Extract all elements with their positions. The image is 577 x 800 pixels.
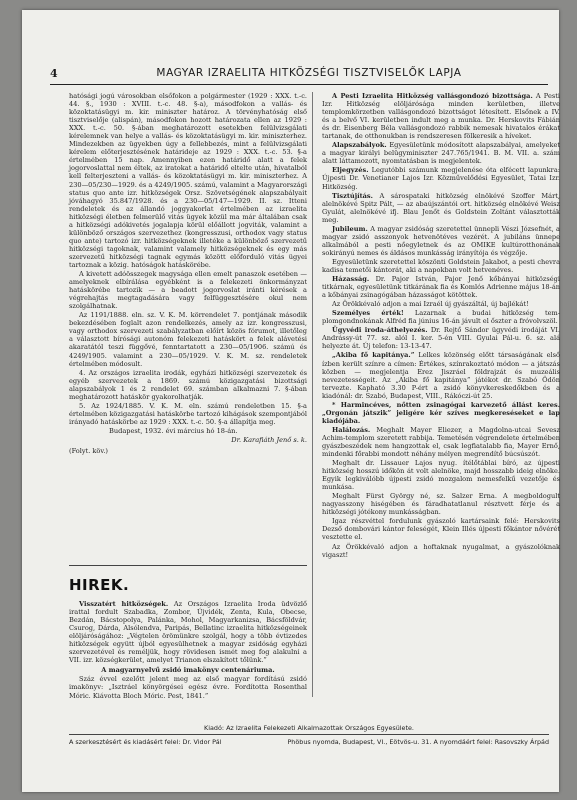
publisher-line: Kiadó: Az Izraelita Felekezeti Alkalmazottak Országos Egyesülete.: [204, 724, 414, 732]
news-item: Az Örökkévaló adjon a hoftaknak nyugalmat, a gyászolóknak vigaszt!: [322, 542, 560, 559]
news-subheading: A magyarnyelvű zsidó imakönyv centenáriuma.: [101, 666, 275, 675]
article-paragraph: 4. Az országos izraelita irodák, egyházi hitközségi szervezetek és egyéb szervezetek a 1869. számú közigazgatási bizottsági alapszabályok 1 és 2 rendelet 69. számban alkalmazni 7. §-ában meghatározott hatáskör gyakorolhatják.: [69, 368, 307, 401]
news-item: Meghalt dr. Lissauer Lajos nyug. ítélőtáblai bíró, az újpesti hitközség hosszú időkön át volt alelnöke, majd hosszabb ideig elnöke. Egyik legkiválóbb újpesti zsidó mozgalom nemesfelkű vezetője és munkása.: [322, 459, 560, 492]
page-number: 4: [50, 66, 58, 80]
article-paragraph: A kivetett adóösszegek magyságа ellen emelt panaszok esetében — amelyeknek elbírálása egyébként is a felekezeti önkormányzat hatáskörébe tartozik — a beadott jogorvoslat iránti kérések a végrehajtás megtagadására vagy felfüggesztésére okul nem szolgálhatnak.: [69, 270, 307, 311]
news-item: Jubileum. A magyar zsidóság szeretettel ünnepli Vészi Józsefnét, a magyar zsidó asszonyok hetvenötéves vezérét. A jubiláns ünnepe alkalmából a pesti nőegyletnek és az OMIKE kultúrotthonának sokirányú nemes és áldásos munkásság irányítója és végzője.: [322, 224, 560, 257]
left-column: [69, 92, 307, 456]
right-column: [322, 92, 560, 560]
news-item: Tisztújítás. A sárospataki hitközség elnökévé Szoffer Márt, alelnökévé Spitz Pált, — az abaújszántói ort. hitközség elnökévé Weisz Gyulát, alelnökévé ifj. Blau Jenőt és Goldstein Zoltánt választották meg.: [322, 191, 560, 224]
article-paragraph: Az 1191/1888. eln. sz. V. K. M. körrendelet 7. pontjának második bekezdésében foglalt azon rendelkezés, amely az izr. kongresszusi, vagy orthodox szervezeti szabályzatban előírt közös fórumot, illetőleg a választott bírósági autonóm felekezeti hatáskört a felek alávetési akaratától teszi függővé, fenntartatott a 230—05/1906. számú és 4249/1905. valamint a 230—05/1929. V. K. M. sz. rendeletek értelmében módosult.: [69, 311, 307, 368]
news-item: Eljegyzés. Legutóbbi számunk megjelenése óta elfécett lapunkra: Újpesti Dr. Venetianer Lajos Izr. Közművelődési Egyesület, Tatai Izr. Hitközség.: [322, 166, 560, 191]
news-item: „Akiba fő kapitánya.” Lelkes közönség előtt társaságának első ízben került színre a címen: Értékes, színrakoztató módon — a játszás közben — megjelentja Erez Jiszráel földrajzát és muzeális nevezetességeit. Az „Akiba fő kapitánya” játékot dr. Szabó Ödön terveztе. Kapható 3.30 P-ért a zsidó könyvkereskedőkben és a kiadónál: dr. Szabó, Budapest, VIII., Rákóczi-út 25.: [322, 351, 560, 400]
article-paragraph: hatósági jogú városokban elsőfokon a polgármester (1929 : XXX. t.-c. 44. §., 1930 : XVIII. t.-c. 48. §-a), másodfokon a vallás- és közoktatásügyi m. kir. miniszter határoz. A törvényhatóság első tisztviselője (alispán), másodfokon hozott határozata ellen az 1929 : XXX. t.-c. 50. §-ában meghatározott esetekben felülvizsgálati kérelemnek van helye a vallás- és közoktatásügyi m. kir. miniszterhez. Mindezekben az ügyekben úgy a fellebbezés, mint a felülvizsgálati kérelem előterjesztésének határideje az 1929 : XXX. t.-c. 53. §-a értelmében 15 nap. Amennyiben ezen határidő alatt a felek jogorvoslattal nem éltek, az iratokat a határidő eltelte után, hivatalból kell felterjeszteni a vallás- és közoktatásügyi m. kir. miniszterhez. A 230—05/230—1929. és a 4249/1905. számú, valamint a Magyarországi status quo ante izr. hitközségek Orsz. Szövetségének alapszabályait jóváhagyó 35.847/1928. és a 230—05/147—1929. II. sz. Itteni rendeletek és az állandó joggyakorlat értelmében az izraelita hitközségi életben felmerülő vitás ügyek közül ma már általában csak a hitközségi adókivetés jogalapja körül előállott jogviták, valamint a különböző országos szervezethez (kongresszusi, orthodox vagy status quo ante) tartozó izr. hitközségeknek illetéke a különböző szervezetű hitközségi tagoknak, valamint valamely hitközségeknek és egy más szervezetű hitközségi tagnak egymás között előforduló vitás ügyei tartoznak a közig. hatóságok hatáskörébe.: [69, 92, 307, 269]
publication-title: MAGYAR IZRAELITA HITKÖZSÉGI TISZTVISELŐK LAPJA: [156, 67, 462, 79]
news-item: Személyes érték! Lazarnak a budai hitközség templomgondnokának Alfréd fia június 16-án jávult el őszter a fróvolvszöl.: [322, 309, 560, 326]
news-item: Száz évvel ezelőtt jelent meg az első magyar fordítású zsidó imakönyv: „Isztráel könyörgései egész évre. Fordította Rosenthal Móric. Kiávotta Bloch Móric. Pest, 1841.”: [69, 675, 307, 700]
news-item: A Pesti Izraelita Hitközség vallásgondozó bizottsága. A Pesti Izr. Hitközség elöljárósága minden kerületben, illetve templomkörzetben vallásgondozó bizottságot létesített. Elsőnek a IV. és a belvő VI. kerületben indult meg a munka. Dr. Herskovits Fábián és dr. Eisenberg Béla vallásgondozó rabbik nemesak hivatalos érákat tartanak, de otthonukban is rendszeresen fölkeresik a híveket.: [322, 92, 560, 141]
news-item: Az Örökkévaló adjon a mai Izraél új gyászáltál, új bajlékát!: [332, 300, 529, 309]
news-item: Egyesületünk szeretettel köszönti Goldstein Jakabot, a pesti chevra kadisa temetői kántorát, aki a napokban volt hetvenéves.: [322, 257, 560, 274]
news-divider: [69, 565, 307, 566]
news-column: [69, 600, 307, 701]
article-paragraph: 5. Az 1924/1885. V. K. M. eln. számú rendeletben 15. §-a értelmében közigazgatási hatáskörbe tartozó kihágások szempontjából irányadó hatáskörbe az 1929 : XXX. t.-c. 50. §-a állapítja meg.: [69, 401, 307, 426]
classified-ad: * Harmincéves, nőtten zsinagógai karvezető állást keres. „Orgonán játszik” jeligére kér szíves megkereséseket e lap kiadójába.: [322, 400, 560, 425]
column-divider: [312, 92, 313, 697]
news-item: Házasság. Dr. Pajor István, Pajor Jenő kőbányai hitközségi titkárnak, egyesületünk titkárának fia és Komlós Adrienne május 18-án a kőbányai zsinagógában házasságot kötöttek.: [322, 275, 560, 300]
imprint-line: [69, 738, 549, 746]
news-item: Visszatért hitközségek. Az Országos Izraelita Iroda üdvözlő irattal fordult Szabadka, Zombor, Újvidék, Zenta, Kula, Obecse, Bezdán, Bácstopolya, Palánka, Mohol, Magyarkanizsa, Bácsföldvár, Csurog, Dárda, Alsólendva, Paripás, Bellatinc izraelita hitközségeinek elöljáróságához: „Végtelen örömünkre szolgál, hogy a több évtizedes hitközségek együtt újból egyesülhetnek a magyar zsidóság egyházi szervezetével és reméljük, hogy rövidesen ismét meg fog alakulni a VII. izr. községkerület, amelyet Trianon elszakított tőlünk.”: [69, 600, 307, 665]
newspaper-page: [22, 10, 559, 792]
editor-line: A szerkesztésért és kiadásért felel: Dr. Vidor Pál: [69, 738, 222, 746]
continuation-note: (Folyt. köv.): [69, 447, 109, 456]
news-heading: HIREK.: [69, 576, 130, 594]
news-item: Igaz részvéttel fordulunk gyászoló kartársaink felé: Herskovits Dezső dombovári kántor feleségét, Klein Illés újpesti főkántor nővérét vesztette el.: [322, 517, 560, 542]
news-item: Meghalt Fürst György né, sz. Salzer Erna. A megboldogult nagyasszony hiségében és fáradhatatlanul résztvett férje és a hitközségi jótékony munkásságban.: [322, 492, 560, 517]
printer-line: Phöbus nyomda, Budapest, VI., Eötvös-u. 31. A nyomdáért felel: Rasovszky Árpád: [287, 738, 549, 746]
header-rule: [50, 84, 548, 85]
signature-date: Budapest, 1932. évi március hó 18-án.: [109, 426, 238, 435]
page-header: [50, 66, 548, 80]
signature-name: Dr. Karafiáth Jenő s. k.: [231, 435, 307, 444]
news-item: Alapszabályok. Egyesületünk módosított alapszabályai, amelyeket a magyar királyi belügyminiszter 247.765/1941. B. M. VII. a. szám alatt láttamozott, nyomtatásban is megjelentek.: [322, 141, 560, 166]
footer-rule: [69, 734, 549, 735]
news-item: Halálozás. Meghalt Mayer Eliezer, a Magdolna-utcai Sevesz Achim-templom szeretett rabbija. Temetésén végrendelete értelmében gyászbeszédek nem hangzottak el, csak legfiatalabb fia, Mayer Ernő, mindenki főrabbi mondott néhány mélyen megrendítő búcsúszót.: [322, 425, 560, 459]
news-item: Ügyvédi iroda-áthelyezés. Dr. Rejtő Sándor ügyvédi irodáját VI. Andrássy-út 77. sz. alól I. ker. 5-én VIII. Gyulai Pál-u. 6. sz. alá helyezte át. Új telefon: 13-13-47.: [322, 326, 560, 351]
